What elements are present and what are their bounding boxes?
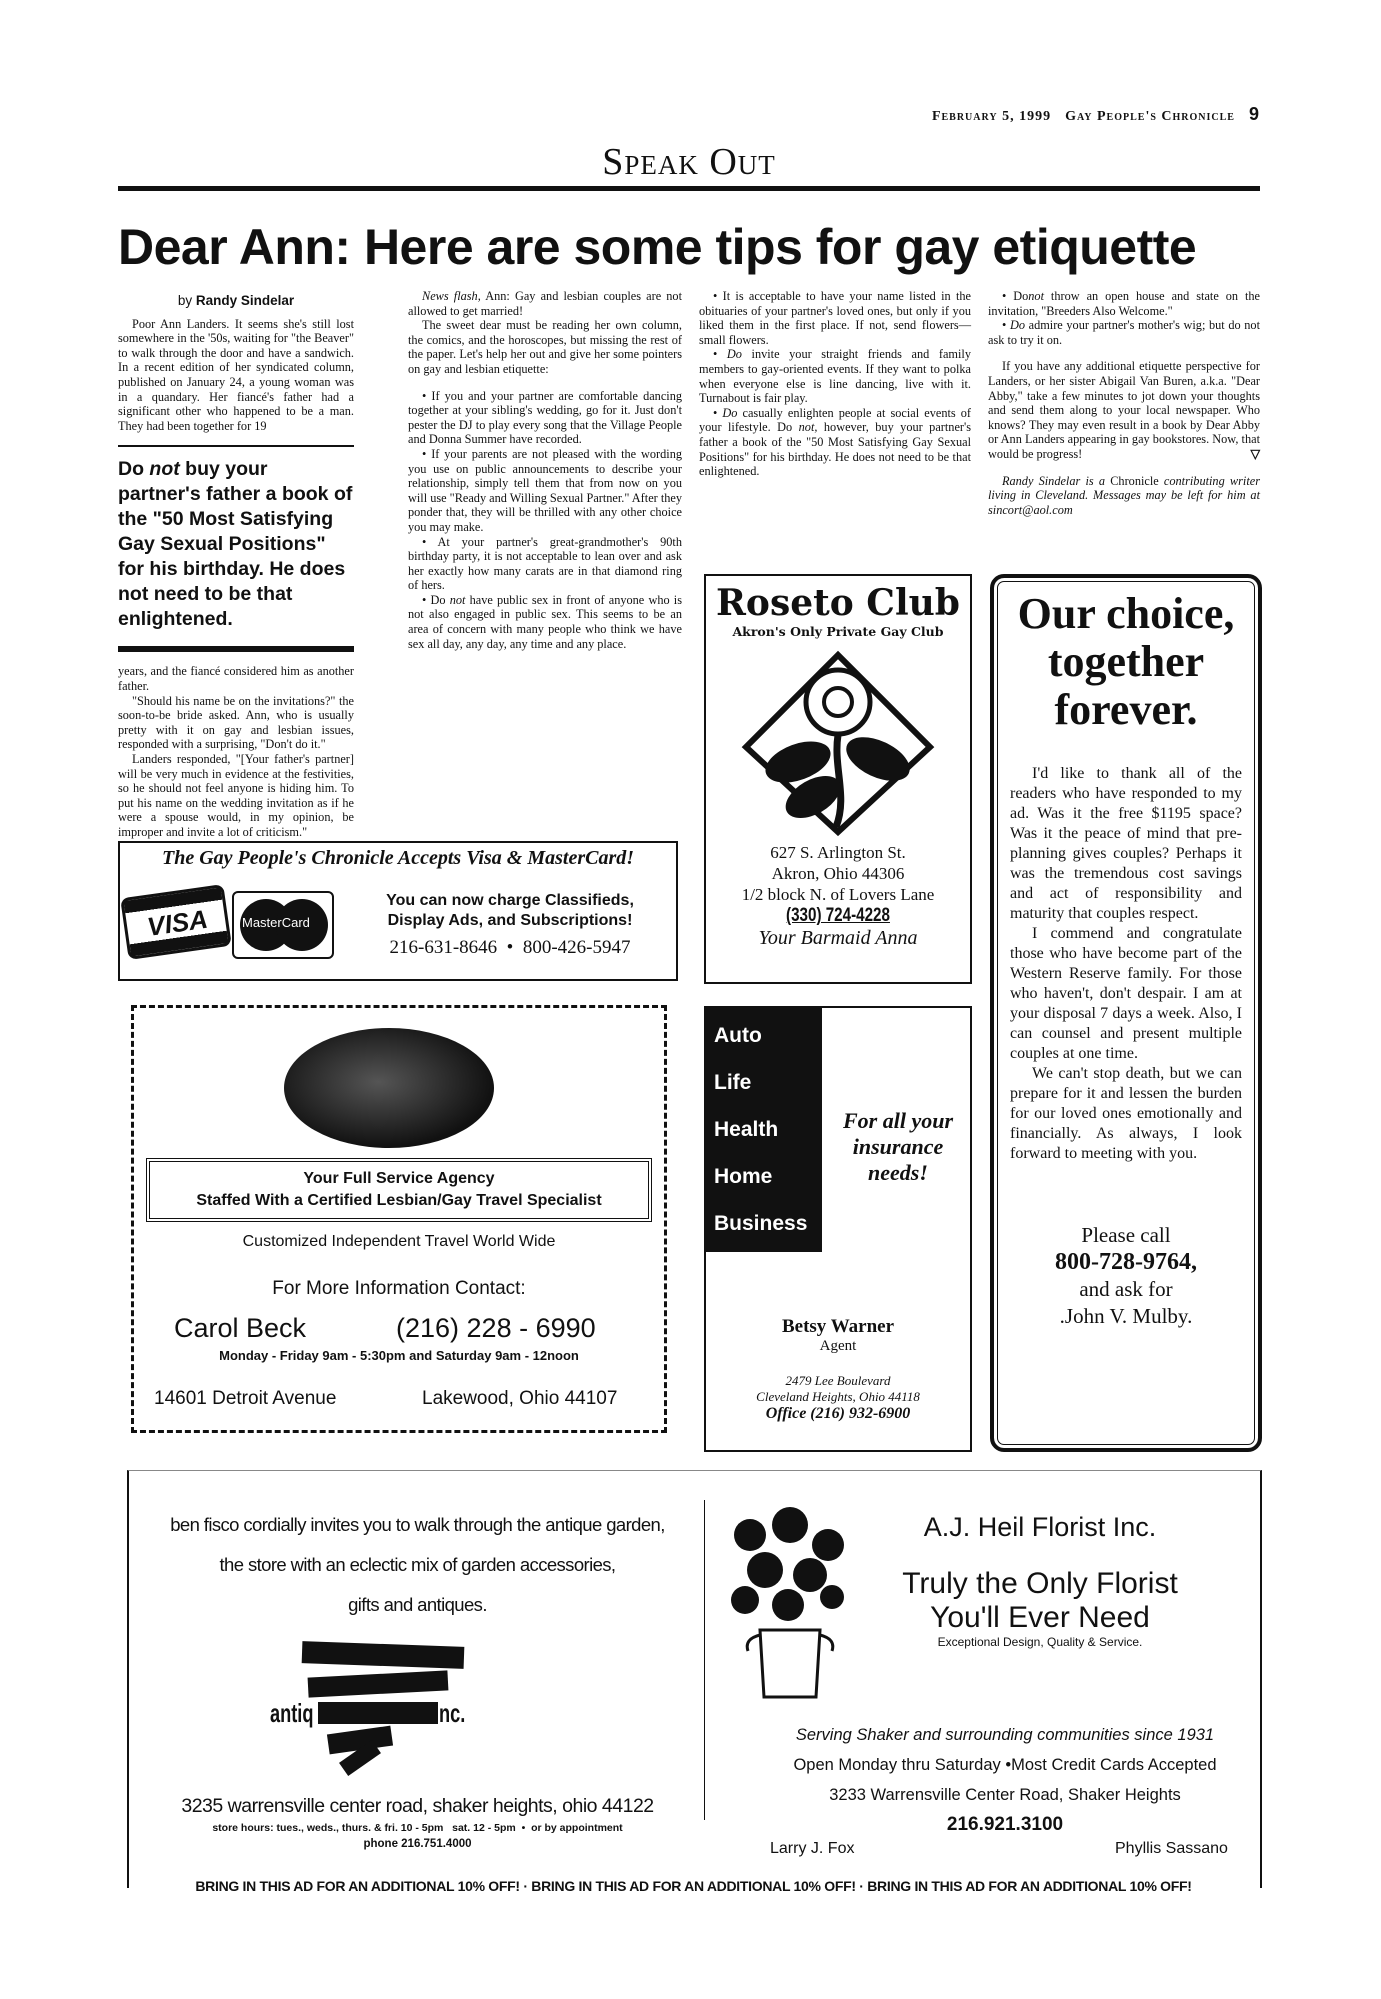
address: 627 S. Arlington St. xyxy=(770,843,906,862)
emphasis: Do xyxy=(722,405,738,420)
paragraph: Landers responded, "[Your father's partner] will be very much in evidence at the festivities, so he should not feel anyone is hiding him. To put his name on the wedding invitation as if he were a spouse would, in my opinion, be improper and invite a lot of criticism." xyxy=(118,751,354,839)
emphasis: News flash, xyxy=(422,289,481,303)
issue-date: February 5, 1999 xyxy=(931,109,1052,124)
phone: phone 216.751.4000 xyxy=(363,1838,472,1850)
page-number: 9 xyxy=(1248,104,1260,124)
contact-name: Carol Beck xyxy=(174,1313,307,1343)
paragraph: Poor Ann Landers. It seems she's still lost somewhere in the '50s, waiting for "the Beaver" to walk through the door and have a sandwich. In a recent edition of her syndicated column, published on January 24, a young woman was in a quandary. Her fiancé's father had a significant other who happened to be a man. They had been together for 19 xyxy=(118,316,354,433)
ad-line: Open Monday thru Saturday •Most Credit Cards Accepted xyxy=(793,1756,1217,1774)
article-column-1 xyxy=(118,294,354,839)
tip-item: invite your straight friends and family members to gay-oriented events. If they want to polka when everyone else is line dancing, live with it. Turnabout is fair play. xyxy=(699,347,971,406)
paper-name: Gay People's Chronicle xyxy=(1065,109,1235,124)
emphasis: not xyxy=(1028,289,1044,303)
phone: (216) 228 - 6990 xyxy=(396,1313,596,1343)
ad-line: Your Full Service Agency xyxy=(303,1170,495,1187)
article-column-2 xyxy=(408,289,682,651)
hours: store hours: tues., weds., thurs. & fri. 10 - 5pm sat. 12 - 5pm • or by appointment xyxy=(212,1822,623,1834)
tip-item: • At your partner's great-grandmother's 90th birthday party, it is not acceptable to lean over and ask her exactly how many carats are in that diamond ring of hers. xyxy=(408,534,682,593)
slogan: For all your insurance needs! xyxy=(842,1108,954,1185)
ad-line: Customized Independent Travel World Wide xyxy=(242,1233,556,1250)
mastercard-icon xyxy=(232,891,334,959)
address: Cleveland Heights, Ohio 44118 xyxy=(756,1389,920,1404)
flower-vase-icon xyxy=(720,1505,860,1705)
club-name: Roseto Club xyxy=(716,582,960,624)
insurance-type: Auto xyxy=(714,1024,762,1047)
ad-line: Staffed With a Certified Lesbian/Gay Travel Specialist xyxy=(196,1192,602,1209)
ad-line: the store with an eclectic mix of garden accessories, xyxy=(219,1554,616,1575)
author-bio: Chronicle xyxy=(1105,473,1164,488)
florist-ad-info xyxy=(760,1720,1250,1840)
paragraph: If you have any additional etiquette perspective for Landers, or her sister Abigail Van Buren, a.k.a. "Dear Abby," take a few minutes to jot down your thoughts and send them along to your local newspaper. Who knows? They may even result in a book by Dear Abby or Ann Landers appearing in gay bookstores. Now, that would be progress! xyxy=(988,359,1260,461)
pull-quote-text: Do xyxy=(118,458,144,481)
address: 2479 Lee Boulevard xyxy=(785,1373,891,1388)
coupon-strip: BRING IN THIS AD FOR AN ADDITIONAL 10% OFF! · BRING IN THIS AD FOR AN ADDITIONAL 10% OFF! · BRING IN THIS AD FOR AN ADDITIONAL 10% OFF! xyxy=(195,1878,1192,1894)
paragraph: I'd like to thank all of the readers who have responded to my ad. Was it the free $1195 space? Was it the peace of mind that pre-planning gives couples? Perhaps it was the tremendous cost savings and act of responsibility and maturity that couples respect. xyxy=(1010,765,1242,922)
travel-agency-ad xyxy=(131,1005,667,1433)
tip-item: • If your parents are not pleased with the wording you use on public announcements to describe your relationship, simply tell them that from now on you will use "Ready and Willing Sexual Partner." After they ponder that, they will be thrilled with any other choice you may make. xyxy=(408,446,682,534)
slogan: Truly the Only Florist xyxy=(902,1567,1178,1600)
address: 1/2 block N. of Lovers Lane xyxy=(741,885,935,904)
emphasis: not, xyxy=(798,420,818,435)
visa-mastercard-ad xyxy=(118,841,678,981)
tip-item: • Do xyxy=(1002,289,1029,303)
tip-item: have public sex in front of anyone who is not also engaged in public sex. This seems to be an area of concern with many people who think we have sex all day, any day, any time and any place. xyxy=(408,592,683,651)
owner-name: Phyllis Sassano xyxy=(1115,1840,1228,1857)
paragraph: Ann: Gay and lesbian couples are not allowed to get married! xyxy=(408,289,682,318)
slogan: You'll Ever Need xyxy=(930,1601,1150,1634)
visa-logo-text: VISA xyxy=(145,903,210,942)
paragraph: We can't stop death, but we can prepare for it and lessen the burden for our loved ones emotionally and financially. As always, I look forward to meeting with you. xyxy=(1010,1065,1242,1162)
phone: 800-728-9764, xyxy=(1055,1249,1197,1275)
tip-item: however, buy your partner's father a book of the "50 Most Satisfying Gay Sexual Positions" for his birthday. He does not need to be that enlightened. xyxy=(699,420,971,479)
ad-title: The Gay People's Chronicle Accepts Visa & MasterCard! xyxy=(161,847,635,869)
globe-icon xyxy=(284,1028,494,1148)
article-column-3: • It is acceptable to have your name listed in the obituaries of your partner's loved ones, but only if you liked them in the first place. If not, send flowers—small flowers. • Do invite your straight friends and family members to gay-oriented events. If they want to polka when everyone else is line dancing, live with it. Turnabout is fair play. • Do casually enlighten people at social events of your lifestyle. Do not, however, buy your partner's father a book of the "50 Most Satisfying Gay Sexual Positions" for his birthday. He does not need to be that enlightened. xyxy=(699,289,971,479)
ad-body xyxy=(994,764,1258,1164)
phone: Office (216) 932-6900 xyxy=(765,1405,911,1422)
address: 14601 Detroit Avenue xyxy=(154,1388,337,1409)
ad-headline: Our choice, together forever. xyxy=(1017,589,1235,734)
insurance-ad xyxy=(704,1006,972,1452)
section-title: Speak Out xyxy=(602,141,776,183)
logo-text: inc. xyxy=(434,1698,466,1728)
insurance-type: Health xyxy=(714,1118,779,1141)
ad-line: Display Ads, and Subscriptions! xyxy=(387,912,633,929)
tip-item: casually enlighten people at social events of your lifestyle. Do xyxy=(699,405,971,435)
emphasis: Do xyxy=(1009,318,1025,333)
author-bio: contributing writer living in Cleveland. Messages may be left for him at sincort@aol.com xyxy=(988,473,1260,517)
florist-subtitle: Exceptional Design, Quality & Service. xyxy=(937,1635,1143,1649)
phone: 216-631-8646 xyxy=(389,937,498,958)
insurance-type: Business xyxy=(714,1212,808,1235)
ad-line: Serving Shaker and surrounding communities since 1931 xyxy=(795,1726,1215,1744)
host: Your Barmaid Anna xyxy=(758,927,918,949)
ad-line: You can now charge Classifieds, xyxy=(386,892,634,909)
tip-item: • Do xyxy=(422,592,450,607)
ad-line: Please call xyxy=(1081,1223,1171,1247)
end-mark-icon: ▽ xyxy=(1250,446,1260,461)
tip-item: admire your partner's mother's wig; but do not ask to try it on. xyxy=(988,318,1260,347)
address: 3235 warrensville center road, shaker heights, ohio 44122 xyxy=(181,1795,654,1817)
tip-item: throw an open house and state on the invitation, "Breeders Also Welcome." xyxy=(988,289,1260,318)
pull-quote-text: buy your partner's father a book of the "50 Most Satisfying Gay Sexual Positions" for his birthday. He does not need to be that enlightened. xyxy=(118,458,353,631)
address: Akron, Ohio 44306 xyxy=(771,864,905,883)
byline xyxy=(118,294,354,309)
emphasis: not xyxy=(449,592,466,607)
author-bio: Randy Sindelar is a xyxy=(1002,473,1106,488)
ad-line: gifts and antiques. xyxy=(348,1594,487,1615)
section-rule xyxy=(118,186,1260,191)
mastercard-logo-text: MasterCard xyxy=(242,915,310,930)
byline-author: Randy Sindelar xyxy=(195,293,295,308)
byline-by: by xyxy=(177,293,193,308)
phone: 800-426-5947 xyxy=(522,937,631,958)
owner-name: Larry J. Fox xyxy=(770,1840,855,1857)
logo-text: antiq xyxy=(270,1698,314,1728)
hours: Monday - Friday 9am - 5:30pm and Saturday 9am - 12noon xyxy=(219,1348,579,1363)
contact-name: .John V. Mulby. xyxy=(1059,1304,1193,1328)
antique-garden-logo xyxy=(270,1640,470,1780)
pull-quote xyxy=(118,445,354,652)
phone: 216.921.3100 xyxy=(946,1814,1064,1835)
rose-icon xyxy=(738,647,938,837)
address: Lakewood, Ohio 44107 xyxy=(422,1388,618,1409)
roseto-club-ad xyxy=(704,574,972,984)
antique-garden-info xyxy=(135,1795,700,1850)
tip-item: • It is acceptable to have your name listed in the obituaries of your partner's loved ones, but only if you liked them in the first place. If not, send flowers—small flowers. xyxy=(699,289,971,347)
paragraph: "Should his name be on the invitations?" the soon-to-be bride asked. Ann, who is usually pretty with it on gay and lesbian issues, responded with a surprising, "Don't do it." xyxy=(118,693,354,752)
paragraph: I commend and congratulate those who have become part of the Western Reserve family. For those who haven't, don't despair. I am at your disposal 7 days a week. Also, I can counsel and present multiple couples at one time. xyxy=(1010,925,1242,1062)
florist-ad-header xyxy=(870,1512,1210,1649)
insurance-type: Home xyxy=(714,1165,773,1188)
club-tagline: Akron's Only Private Gay Club xyxy=(732,624,944,639)
address: 3233 Warrensville Center Road, Shaker Heights xyxy=(829,1786,1181,1804)
paragraph: years, and the fiancé considered him as another father. xyxy=(118,664,354,693)
ad-line: and ask for xyxy=(1079,1277,1173,1301)
funeral-planning-ad xyxy=(990,574,1262,1452)
insurance-types xyxy=(706,1008,822,1252)
florist-name: A.J. Heil Florist Inc. xyxy=(923,1512,1157,1542)
article-column-4: • Donot throw an open house and state on the invitation, "Breeders Also Welcome." • Do admire your partner's mother's wig; but do not ask to try it on. If you have any additional etiquette perspective for Landers, or her sister Abigail Van Buren, a.k.a. "Dear Abby," take a few minutes to jot down your thoughts and send them along to your local newspaper. Who knows? They may even result in a book by Dear Abby or Ann Landers appearing in gay bookstores. Now, that would be progress! ▽ Randy Sindelar is a Chronicle contributing writer living in Cleveland. Messages may be left for him at sincort@aol.com xyxy=(988,289,1260,517)
ad-line: ben fisco cordially invites you to walk through the antique garden, xyxy=(170,1514,665,1535)
phone: (330) 724-4228 xyxy=(786,905,890,926)
agent-title: Agent xyxy=(819,1338,857,1354)
ad-divider xyxy=(704,1500,705,1820)
pull-quote-emphasis: not xyxy=(149,458,180,481)
headline: Dear Ann: Here are some tips for gay etiquette xyxy=(118,219,1197,275)
tip-item: • If you and your partner are comfortable dancing together at your sibling's wedding, go for it. Just don't pester the DJ to play every song that the Village People and Donna Summer have recorded. xyxy=(408,388,682,447)
ad-line: For More Information Contact: xyxy=(272,1278,526,1299)
agent-name: Betsy Warner xyxy=(781,1316,895,1337)
masthead xyxy=(118,104,1260,125)
emphasis: Do xyxy=(726,347,742,362)
antique-garden-ad xyxy=(135,1505,700,1625)
visa-card-icon xyxy=(120,884,232,960)
insurance-type: Life xyxy=(714,1071,752,1094)
paragraph: The sweet dear must be reading her own column, the comics, and the horoscopes, but missing the rest of the paper. Let's help her out and give her some pointers on gay and lesbian etiquette: xyxy=(408,318,682,376)
separator: • xyxy=(506,937,514,958)
